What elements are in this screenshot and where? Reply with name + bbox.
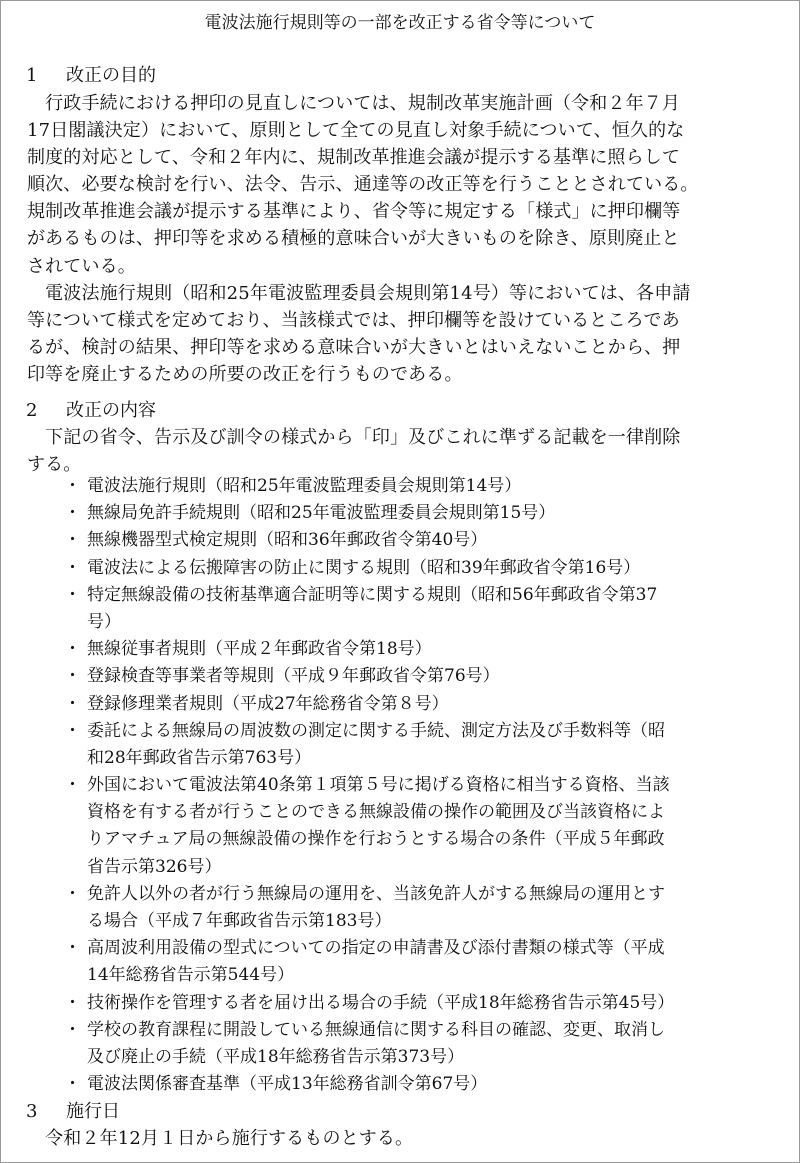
list-item	[62, 636, 792, 663]
text-line: 規制改革推進会議が提示する基準により、省令等に規定する「様式」に押印欄等	[27, 201, 681, 223]
text-line: りアマチュア局の無線設備の操作を行おうとする場合の条件（平成５年郵政	[87, 829, 665, 850]
text-line: ・ 無線従事者規則（平成２年郵政省令第18号）	[87, 639, 432, 660]
text-line: ・ 登録修理業者規則（平成27年総務省令第８号）	[87, 693, 449, 714]
section-number: 2	[26, 400, 38, 421]
text-line: ・ 電波法関係審査基準（平成13年総務省訓令第67号）	[87, 1074, 488, 1095]
list-item	[62, 1071, 792, 1098]
section-title: 改正の目的	[66, 65, 156, 86]
text-line: 令和２年12月１日から施行するものとする。	[27, 1128, 414, 1149]
text-line: ・ 特定無線設備の技術基準適合証明等に関する規則（昭和56年郵政省令第37	[87, 584, 658, 605]
list-item	[62, 1017, 792, 1071]
text-line: 行政手続における押印の見直しについては、規制改革実施計画（令和２年７月	[27, 93, 681, 114]
text-line: 制度的対応として、令和２年内に、規制改革推進会議が提示する基準に照らして	[27, 147, 681, 169]
section-number: 1	[26, 65, 38, 86]
text-line: 及び廃止の手続（平成18年総務省告示第373号）	[87, 1046, 465, 1067]
section-title: 施行日	[66, 1101, 120, 1122]
section-number: 3	[26, 1101, 38, 1122]
paragraph-content-intro	[27, 424, 787, 478]
text-line: 下記の省令、告示及び訓令の様式から「印」及びこれに準ずる記載を一律削除	[27, 427, 681, 448]
list-item	[62, 691, 792, 718]
text-line: ・ 無線局免許手続規則（昭和25年電波監理委員会規則第15号）	[87, 503, 556, 524]
text-line: 印等を廃止するための所要の改正を行うものである。	[27, 364, 463, 386]
list-item	[62, 500, 792, 527]
list-item	[62, 990, 792, 1017]
text-line: 電波法施行規則（昭和25年電波監理委員会規則第14号）等においては、各申請	[27, 283, 691, 304]
text-line: 和28年郵政省告示第763号）	[87, 747, 312, 768]
text-line: ・ 外国において電波法第40条第１項第５号に掲げる資格に相当する資格、当該	[87, 775, 670, 796]
text-line: ・ 電波法による伝搬障害の防止に関する規則（昭和39年郵政省令第16号）	[87, 557, 641, 578]
paragraph-purpose-2	[27, 280, 787, 388]
list-item	[62, 582, 792, 636]
text-line: ・ 無線機器型式検定規則（昭和36年郵政省令第40号）	[87, 530, 488, 551]
text-line: があるものは、押印等を求める積極的意味合いが大きいものを除き、原則廃止と	[27, 228, 680, 250]
list-item	[62, 555, 792, 582]
text-line: する。	[27, 454, 82, 476]
list-item	[62, 473, 792, 500]
text-line: 17日閣議決定）において、原則として全ての見直し対象手続について、恒久的な	[27, 120, 685, 142]
text-line: るが、検討の結果、押印等を求める意味合いが大きいとはいえないことから、押	[27, 337, 681, 359]
paragraph-effective-date	[27, 1125, 787, 1152]
text-line: ・ 免許人以外の者が行う無線局の運用を、当該免許人がする無線局の運用とす	[87, 883, 665, 904]
section-heading-effective-date	[26, 1098, 120, 1126]
text-line: 号）	[87, 611, 121, 632]
section-heading-content	[26, 397, 156, 425]
list-item	[62, 527, 792, 554]
list-item	[62, 663, 792, 690]
text-line: 14年総務省告示第544号）	[87, 965, 295, 986]
text-line: ・ 電波法施行規則（昭和25年電波監理委員会規則第14号）	[87, 476, 522, 496]
text-line: ・ 技術操作を管理する者を届け出る場合の手続（平成18年総務省告示第45号）	[87, 992, 675, 1013]
text-line: る場合（平成７年郵政省告示第183号）	[87, 911, 392, 931]
text-line: されている。	[27, 255, 136, 277]
section-heading-purpose	[26, 62, 156, 90]
text-line: 順次、必要な検討を行い、法令、告示、通達等の改正等を行うこととされている。	[27, 174, 699, 196]
text-line: ・ 委託による無線局の周波数の測定に関する手続、測定方法及び手数料等（昭	[87, 720, 665, 741]
amended-regulations-list	[62, 473, 792, 1098]
text-line: ・ 学校の教育課程に開設している無線通信に関する科目の確認、変更、取消し	[87, 1019, 665, 1040]
text-line: ・ 登録検査等事業者等規則（平成９年郵政省令第76号）	[87, 666, 500, 687]
text-line: 等について様式を定めており、当該様式では、押印欄等を設けているところであ	[27, 310, 680, 332]
list-item	[62, 881, 792, 935]
text-line: 省告示第326号）	[87, 856, 222, 877]
list-item	[62, 772, 792, 881]
list-item	[62, 935, 792, 989]
list-item	[62, 718, 792, 772]
text-line: ・ 高周波利用設備の型式についての指定の申請書及び添付書類の様式等（平成	[87, 938, 665, 959]
section-title: 改正の内容	[66, 400, 156, 421]
document-title: 電波法施行規則等の一部を改正する省令等について	[204, 13, 596, 33]
text-line: 資格を有する者が行うことのできる無線設備の操作の範囲及び当該資格によ	[87, 802, 665, 823]
paragraph-purpose-1	[27, 90, 787, 280]
